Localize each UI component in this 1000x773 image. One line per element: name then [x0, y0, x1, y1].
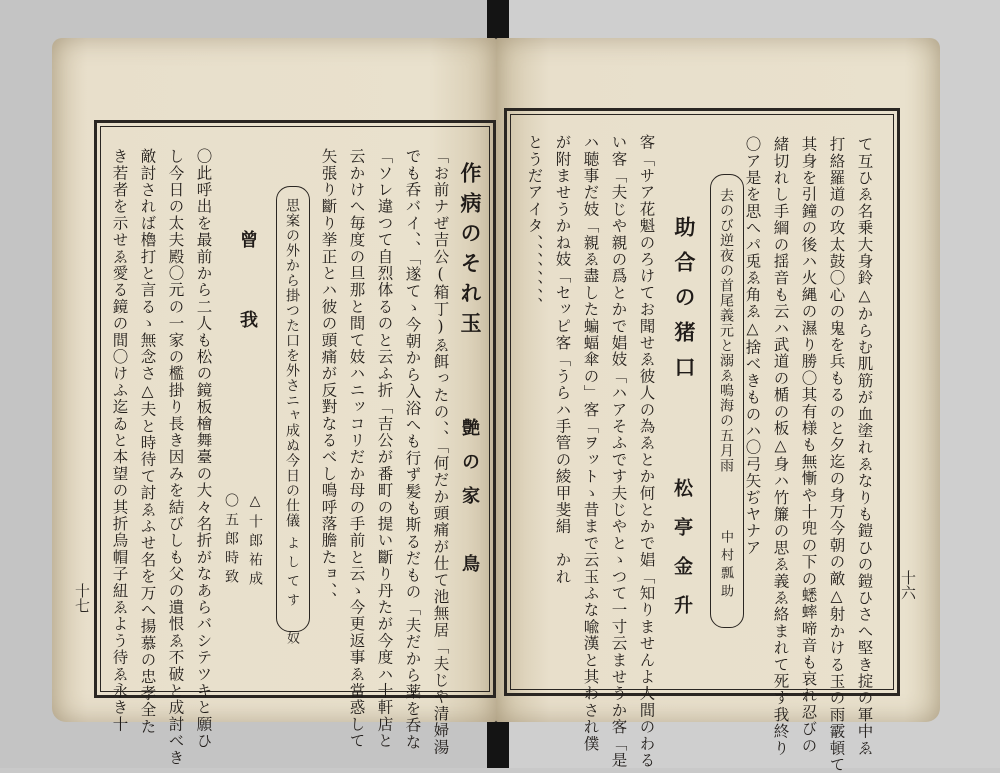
right-page-number: 十六 — [899, 570, 917, 600]
right-story2-line-4: が附ませうかね妓「セッピ客「うらハ手管の綾甲斐絹 かれ — [553, 134, 572, 585]
right-story2-line-5: とうだアイタ、、、、、、、、 — [525, 134, 544, 314]
left-story1-line-2: でも呑バイ、、「遂てゝ今朝から入浴へも行ず髪も斯るだもの「夫だから薬を呑な — [403, 148, 422, 751]
right-story2-author: 松亭金升 — [671, 478, 693, 634]
left-story1-line-1: 「お前ナぜ吉公(箱丁)ゑ餌ったの、、「何だか頭痛が仕て池無居「夫じや清婦湯 — [431, 148, 450, 756]
left-story2-line-1: 〇此呼出を最前から二人も松の鏡板檜舞臺の大々名折がなあらバシテツキと願ひ — [194, 148, 213, 750]
left-story2-line-3: 敵討されば櫓打と言るゝ無念さ△夫と時待て討ゑふせ名を万へ揚慕の忠孝全た — [138, 148, 157, 735]
open-book — [52, 38, 940, 773]
left-story1-line-5: 矢張り斷り挙正とハ彼の頭痛が反對なるべし鳴呼落膽たョ、、 — [319, 148, 338, 608]
right-story1-line-2: 打絡羅道の攻太鼓〇心の鬼を兵もるのと夕迄の身万今朝の敵△射かける玉の雨霰頓て — [827, 136, 846, 773]
left-story2-author-2: 〇五郎時致 — [223, 493, 239, 588]
left-story2-title: 曾 我 — [237, 230, 258, 350]
left-note-text: 思案の外から掛つた口を外さニャ成ぬ今日の仕儀 — [284, 198, 300, 528]
right-story1-line-5: 〇ア是を思へパ兎ゑ角ゑ△捨べきものハ〇弓矢ぢヤナア — [743, 136, 762, 556]
right-story1-line-1: て互ひゑ名乗大身鈴△からむ肌筋が血塗れゑなりも鎧ひの鎧ひさへ堅き掟の軍中ゑ — [855, 136, 874, 757]
left-note-signature: よしてす 奴 — [284, 536, 299, 650]
left-page-number: 十七 — [73, 583, 91, 613]
left-story2-line-4: き若者を示せゑ愛る鏡の間〇けふ迄ゐと本望の其折烏帽子紐ゑよう待ゑ永き十 — [110, 148, 129, 733]
right-note-signature: 中村瓢助 — [718, 530, 733, 602]
left-story1-line-4: 云かけへ毎度の旦那と間て妓ハニッコリだか母の手前と云ゝ今更返事ゑ當惑して — [347, 148, 366, 750]
right-story2-line-3: ハ聴事だ妓「親ゑ盡した蝙蝠傘の」客「ヲットゝ昔まで云玉ふな喩漢と其わされ僕 — [581, 134, 600, 752]
right-story1-line-3: 其身を引鐘の後ハ火縄の濕り勝〇其有様も無慚や十兜の下の蟋蟀啼音も哀れ忍びの — [799, 136, 818, 754]
right-note-text: 去のび逆夜の首尾義元と溺ゑ鳴海の五月雨 — [718, 188, 734, 473]
left-story1-title: 作病のそれ玉 — [458, 162, 483, 342]
right-story2-line-1: 客「サア花魁のろけてお聞せゑ彼人の為ゑとか何とかで娼「知りませんよ人間のわる — [637, 134, 656, 769]
left-story2-line-2: し今日の太夫殿〇元の一家の檻掛り長き因みを結びしも父の遺恨ゑ不破と成討べき — [166, 148, 185, 766]
left-page — [52, 38, 496, 766]
right-story2-line-2: い客「夫じや親の爲とかで娼妓「ハアそふです夫じやとゝつて一寸云ませうか客「是 — [609, 134, 628, 769]
left-story2-author-1: △十郎祐成 — [247, 493, 263, 590]
right-story1-line-4: 緒切れし手綱の揺音も云ハ武道の楯の板△身ハ竹簾の思ゑ義ゑ絡まれて死す我終り — [771, 136, 790, 757]
left-story1-line-3: 「ソレ違つて自烈体るのと云ふ折「吉公が番町の提い斷り丹たが今度ハ十軒店と — [375, 148, 394, 750]
right-page — [496, 38, 940, 773]
left-story1-author: 艶の家 鳥 — [459, 418, 480, 588]
right-story2-title: 助合の猪口 — [672, 216, 697, 391]
